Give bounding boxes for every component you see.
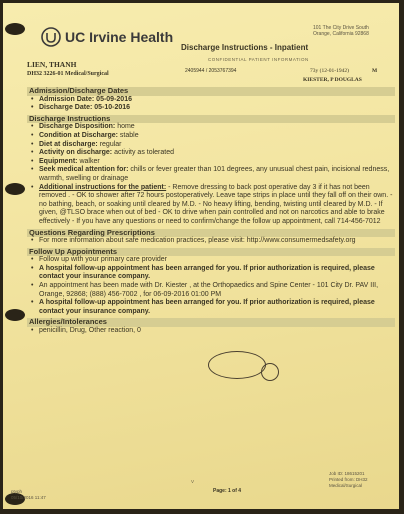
logo-shield-icon <box>41 27 61 47</box>
item-label: Equipment: <box>39 157 78 165</box>
footer-job-info <box>329 471 399 489</box>
list-item: • A hospital follow-up appointment has been arranged for you. If prior authorization is required, please contact your insurance company. <box>39 299 395 316</box>
list-item <box>39 149 395 158</box>
binder-hole-middle-2 <box>5 309 25 321</box>
instructions-body <box>27 85 395 336</box>
followup-list <box>27 256 395 316</box>
item-label: Condition at Discharge: <box>39 131 118 139</box>
item-value: regular <box>99 140 122 148</box>
list-item <box>39 132 395 141</box>
item-value: walker <box>79 157 100 165</box>
item-label: Seek medical attention for: <box>39 166 129 174</box>
prescriptions-heading: Questions Regarding Prescriptions <box>27 229 395 238</box>
binder-hole-middle-1 <box>5 183 25 195</box>
pen-circle-mark <box>261 363 279 381</box>
confidential-notice: CONFIDENTIAL PATIENT INFORMATION <box>208 57 309 62</box>
prescriptions-list <box>27 237 395 246</box>
list-item <box>39 141 395 150</box>
item-label: Discharge Disposition: <box>39 123 116 131</box>
discharge-date: • Discharge Date: 05-10-2016 <box>39 104 395 113</box>
patient-sex: M <box>372 68 378 74</box>
footer-mark: V <box>191 479 195 484</box>
footer-user: ptyph <box>11 489 23 494</box>
page-number: Page: 1 of 4 <box>213 488 242 494</box>
document-title: Discharge Instructions - Inpatient <box>181 43 309 52</box>
item-label: Additional instructions for the patient: <box>39 183 167 191</box>
patient-info <box>27 60 387 83</box>
allergies-list <box>27 327 395 336</box>
footer-timestamp: 05/10/2016 11:47 <box>11 494 46 500</box>
logo-text: UC Irvine Health <box>65 29 174 45</box>
item-label: Activity on discharge: <box>39 149 113 157</box>
list-item <box>39 166 395 183</box>
hospital-address <box>313 25 393 37</box>
list-item: • A hospital follow-up appointment has been arranged for you. If prior authorization is required, please contact your insurance company. <box>39 265 395 282</box>
patient-name: LIEN, THANH <box>27 60 77 69</box>
pen-circle-mark <box>208 351 266 379</box>
list-item <box>39 123 395 132</box>
discharge-heading: Discharge Instructions <box>27 115 395 124</box>
admission-heading: Admission/Discharge Dates <box>27 87 395 96</box>
item-value: stable <box>119 131 139 139</box>
list-item <box>39 184 395 227</box>
patient-unit: DH32 3226-01 Medical/Surgical <box>27 71 109 77</box>
attending-physician: KIESTER, P DOUGLAS <box>303 77 362 83</box>
admission-date: • Admission Date: 05-09-2016 <box>39 96 395 105</box>
patient-mrn: 2405944 / 2053767394 <box>185 68 237 74</box>
admission-list <box>27 96 395 113</box>
item-value: chills or fever greater than 101 degrees, any unusual chest pain, incisional redness, warmth, swelling or drainage <box>39 166 390 182</box>
discharge-document <box>3 3 399 509</box>
list-item: • Follow up with your primary care provider <box>39 256 395 265</box>
footer-print-info <box>11 489 46 500</box>
item-label: Diet at discharge: <box>39 140 98 148</box>
followup-heading: Follow Up Appointments <box>27 248 395 257</box>
footer-printed-from: Printed from: DH32 Medical/Surgical <box>329 477 368 488</box>
discharge-list <box>27 123 395 226</box>
address-line: Orange, California 92868 <box>313 31 369 37</box>
uc-irvine-health-logo <box>41 27 181 49</box>
item-value: home <box>117 123 135 131</box>
list-item: • An appointment has been made with Dr. Kiester , at the Orthopaedics and Spine Center - 101 City Dr. PAV III, Orange, 92868; (888) 456-7002 , for 06-09-2016 01:00 PM <box>39 282 395 299</box>
list-item <box>39 158 395 167</box>
allergies-heading: Allergies/Intolerances <box>27 318 395 327</box>
item-value: - Remove dressing to back post operative day 3 if it has not been removed . - OK to shower after 72 hours postoperatively. Leave tape strips in place until they fall off on their own. - no bathing, beach, or soaking until cleared by M.D. - No heavy lifting, bending, twisting until cleared by M.D. - If given, @TLSO brace when out of bed - OK to drive when pain controlled and not on narcotics and able to brake effectively - If you have any questions or need to confirm/change the follow up appointment, call 714-456-7012 <box>39 183 393 225</box>
item-value: activity as tolerated <box>114 149 175 157</box>
list-item: • For more information about safe medication practices, please visit: http://www.consumermedsafety.org <box>39 237 395 246</box>
list-item: • penicillin, Drug, Other reaction, 0 <box>39 327 395 336</box>
footer-job-id: Job ID: 18615201 <box>329 471 365 476</box>
binder-hole-top <box>5 23 25 35</box>
address-line: 101 The City Drive South <box>313 25 369 31</box>
patient-dob: 73y (12-01-1942) <box>310 68 349 74</box>
